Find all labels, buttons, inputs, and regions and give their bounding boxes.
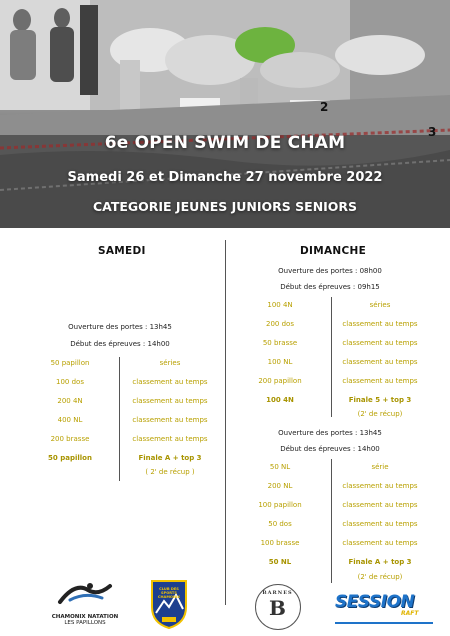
dimanche-recup-afternoon: (2' de récup) xyxy=(357,573,403,581)
event-name: 200 NL xyxy=(267,482,293,490)
event-name: 100 4N xyxy=(267,301,293,309)
event-name: 100 dos xyxy=(56,378,84,386)
dimanche-row-final xyxy=(225,396,450,408)
barnes-name: BARNES xyxy=(262,590,293,596)
dimanche-row-final xyxy=(225,558,450,570)
event-name: 400 NL xyxy=(57,416,83,424)
event-name: 200 dos xyxy=(266,320,294,328)
samedi-row xyxy=(0,397,225,409)
event-type: classement au temps xyxy=(342,539,418,547)
event-dates: Samedi 26 et Dimanche 27 novembre 2022 xyxy=(67,170,383,185)
samedi-doors: Ouverture des portes : 13h45 xyxy=(68,323,172,331)
event-type: Finale A + top 3 xyxy=(138,454,202,462)
butterfly-swimmer-icon xyxy=(40,580,130,606)
samedi-start: Début des épreuves : 14h00 xyxy=(70,340,170,348)
dimanche-row xyxy=(225,501,450,513)
event-type: classement au temps xyxy=(132,397,208,405)
dimanche-row xyxy=(225,482,450,494)
event-name: 50 NL xyxy=(268,558,292,566)
event-type: classement au temps xyxy=(342,320,418,328)
event-type: classement au temps xyxy=(342,501,418,509)
event-type: série xyxy=(371,463,389,471)
samedi-recup: ( 2' de récup ) xyxy=(145,468,195,476)
event-name: 50 dos xyxy=(268,520,292,528)
samedi-row xyxy=(0,359,225,371)
chamonix-natation-subname: LES PAPILLONS xyxy=(64,620,106,626)
event-type: séries xyxy=(159,359,181,367)
dimanche-row xyxy=(225,301,450,313)
dimanche-row xyxy=(225,320,450,332)
event-name: 200 brasse xyxy=(50,435,90,443)
dimanche-row xyxy=(225,520,450,532)
samedi-row xyxy=(0,378,225,390)
dimanche-heading: DIMANCHE xyxy=(300,245,367,257)
event-type: classement au temps xyxy=(132,416,208,424)
samedi-heading: SAMEDI xyxy=(98,245,146,257)
event-name: 50 NL xyxy=(269,463,291,471)
event-type: classement au temps xyxy=(342,358,418,366)
event-type: séries xyxy=(369,301,391,309)
dimanche-row xyxy=(225,358,450,370)
dimanche-row xyxy=(225,539,450,551)
event-type: classement au temps xyxy=(342,377,418,385)
hero-photo xyxy=(0,0,450,228)
pool-scene xyxy=(0,0,450,228)
event-type: Finale 5 + top 3 xyxy=(348,396,412,404)
event-type: classement au temps xyxy=(342,482,418,490)
dimanche-start-afternoon: Début des épreuves : 14h00 xyxy=(280,445,380,453)
samedi-row xyxy=(0,416,225,428)
event-category: CATEGORIE JEUNES JUNIORS SENIORS xyxy=(92,199,358,214)
dimanche-row xyxy=(225,463,450,475)
dimanche-doors-morning: Ouverture des portes : 08h00 xyxy=(278,267,382,275)
barnes-letter: B xyxy=(269,596,286,620)
club-des-sports-logo xyxy=(150,579,188,629)
dimanche-row xyxy=(225,377,450,389)
event-name: 200 4N xyxy=(57,397,83,405)
event-name: 50 papillon xyxy=(50,359,90,367)
samedi-row-final xyxy=(0,454,225,466)
event-type: classement au temps xyxy=(342,520,418,528)
club-des-sports-name: CLUB DES SPORTS CHAMONIX xyxy=(157,587,181,599)
event-name: 100 4N xyxy=(266,396,294,404)
barnes-logo xyxy=(255,584,301,630)
dimanche-doors-afternoon: Ouverture des portes : 13h45 xyxy=(278,429,382,437)
event-name: 100 NL xyxy=(267,358,293,366)
dimanche-start-morning: Début des épreuves : 09h15 xyxy=(280,283,380,291)
event-title: 6e OPEN SWIM DE CHAM xyxy=(104,133,346,153)
event-type: classement au temps xyxy=(132,435,208,443)
event-type: classement au temps xyxy=(342,339,418,347)
session-name: SESSION xyxy=(335,592,415,612)
event-type: classement au temps xyxy=(132,378,208,386)
session-underline xyxy=(335,622,433,624)
samedi-row xyxy=(0,435,225,447)
event-name: 200 papillon xyxy=(258,377,302,385)
session-sub: RAFT xyxy=(401,610,419,617)
dimanche-recup-morning: (2' de récup) xyxy=(357,410,403,418)
lane-number-3: 3 xyxy=(428,125,437,139)
event-name: 50 papillon xyxy=(48,454,92,462)
event-name: 50 brasse xyxy=(262,339,298,347)
dimanche-row xyxy=(225,339,450,351)
event-name: 100 brasse xyxy=(260,539,300,547)
lane-number-2: 2 xyxy=(320,100,329,114)
session-raft-logo xyxy=(335,592,435,632)
event-name: 100 papillon xyxy=(258,501,302,509)
event-type: Finale A + top 3 xyxy=(348,558,412,566)
chamonix-natation-name: CHAMONIX NATATION xyxy=(51,614,119,620)
chamonix-natation-logo xyxy=(40,580,130,630)
